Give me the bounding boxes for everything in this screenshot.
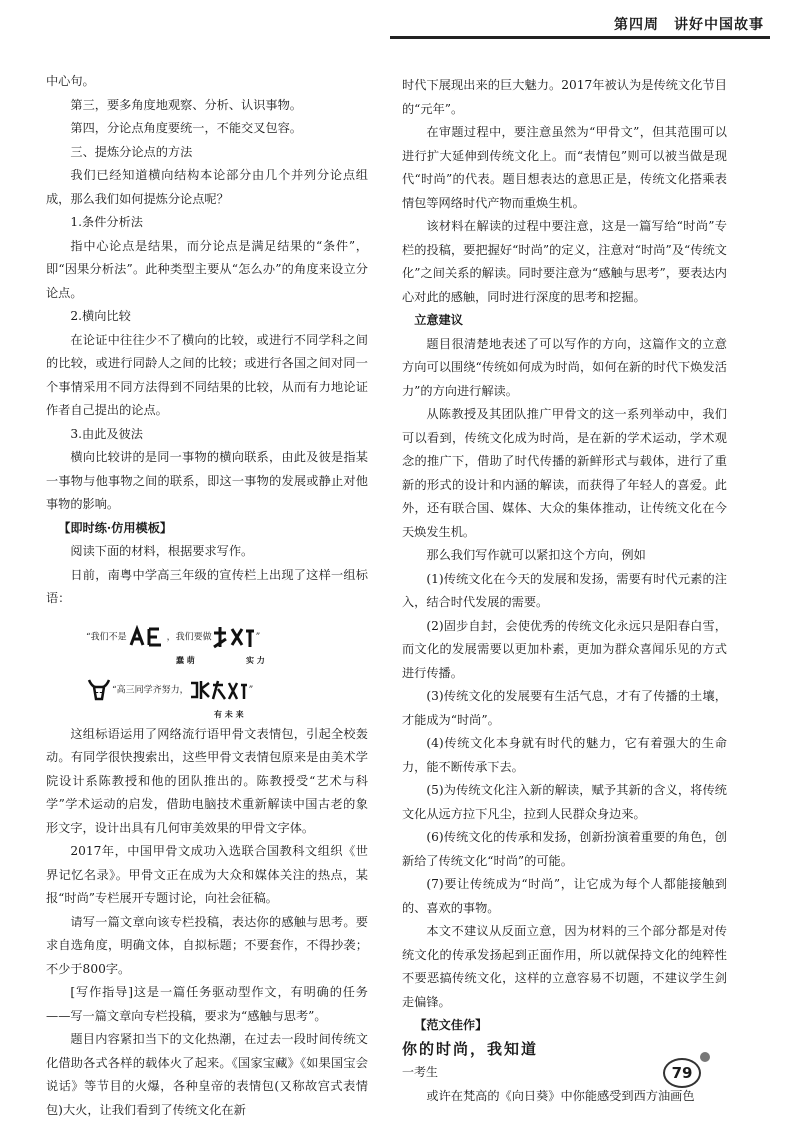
page-number-dot — [700, 1052, 710, 1062]
paragraph: [写作指导]这是一篇任务驱动型作文，有明确的任务——写一篇文章向专栏投稿，要求为“感触与思考”。 — [46, 985, 368, 1023]
paragraph: (5)为传统文化注入新的解读，赋予其新的含义，将传统文化从远方拉下凡尘，拉到人民群众身边来。 — [402, 783, 727, 821]
paragraph: 请写一篇文章向该专栏投稿，表达你的感触与思考。要求自选角度，明确文体，自拟标题；不要套作，不得抄袭；不少于800字。 — [46, 914, 368, 976]
slogan-signature: 有 未 来 — [214, 708, 244, 719]
paragraph: 中心句。 — [46, 74, 95, 88]
section-label: 【范文佳作】 — [414, 1018, 488, 1032]
slogan-signature: 实 力 — [246, 654, 265, 665]
paragraph: 横向比较讲的是同一事物的横向联系，由此及彼是指某一事物与他事物之间的联系，即这一事物的发展或静止对他事物的影响。 — [46, 450, 368, 511]
paragraph: 第四，分论点角度要统一，不能交叉包容。 — [70, 121, 302, 135]
paragraph: 3.由此及彼法 — [70, 426, 143, 441]
paragraph: 阅读下面的材料，根据要求写作。 — [70, 544, 254, 558]
paragraph: 那么我们写作就可以紧扣这个方向，例如 — [426, 548, 646, 562]
oracle-glyph-icon — [189, 679, 249, 701]
oracle-glyph-icon — [212, 625, 256, 649]
paragraph: (3)传统文化的发展要有生活气息，才有了传播的土壤，才能成为“时尚”。 — [402, 689, 727, 727]
slogan-text: ，我们要做 — [166, 632, 212, 642]
page-number: 79 — [663, 1058, 701, 1088]
header-rule — [390, 36, 770, 39]
ox-glyph-icon — [86, 677, 112, 703]
slogan-text: ” — [248, 685, 254, 695]
paragraph: (2)固步自封，会使优秀的传统文化永远只是阳春白雪，而文化的发展需要以更加朴素，更加为群众喜闻乐见的方式进行传播。 — [402, 618, 727, 680]
slogan-line-2 — [86, 677, 253, 703]
paragraph: 三、提炼分论点的方法 — [70, 144, 193, 159]
slogan-text: “高三同学齐努力， — [112, 685, 189, 695]
paragraph: (4)传统文化本身就有时代的魅力，它有着强大的生命力，能不断传承下去。 — [402, 736, 727, 774]
paragraph: 时代下展现出来的巨大魅力。2017年被认为是传统文化节目的“元年”。 — [402, 78, 727, 116]
running-header-title: 第四周 讲好中国故事 — [614, 17, 764, 33]
paragraph: 在论证中往往少不了横向的比较，或进行不同学科之间的比较，或进行同龄人之间的比较；或进行各国之间对同一个事情采用不同方法得到不同结果的比较，从而有力地论证作者自己提出的论点。 — [46, 332, 368, 417]
paragraph: 我们已经知道横向结构本论部分由几个并列分论点组成，那么我们如何提炼分论点呢？ — [46, 168, 368, 206]
paragraph: 第三，要多角度地观察、分析、认识事物。 — [70, 97, 302, 112]
paragraph: 题目内容紧扣当下的文化热潮，在过去一段时间传统文化借助各式各样的载体火了起来。《国家宝藏》《如果国宝会说话》等节目的火爆，各种皇帝的表情包(又称故宫式表情包)大火，让我们看到了传统文化在新 — [46, 1032, 368, 1117]
paragraph: 2017年，中国甲骨文成功入选联合国教科文组织《世界记忆名录》。甲骨文正在成为大众和媒体关注的热点，某报“时尚”专栏展开专题讨论，向社会征稿。 — [46, 844, 368, 905]
right-column — [402, 74, 727, 1108]
left-column — [46, 70, 368, 1122]
slogan-line-1 — [86, 625, 260, 649]
paragraph: 这组标语运用了网络流行语甲骨文表情包，引起全校轰动。有同学很快搜索出，这些甲骨文表情包原来是由美术学院设计系陈教授和他的团队推出的。陈教授受“艺术与科学”学术运动的启发，借助电脑技术重新解读中国古老的象形文字，设计出具有几何审美效果的甲骨文字体。 — [46, 726, 368, 835]
slogan-figure — [46, 613, 368, 721]
paragraph: 或许在梵高的《向日葵》中你能感受到西方油画色 — [426, 1088, 695, 1103]
paragraph: 2.横向比较 — [70, 309, 131, 323]
slogan-text: “我们不是 — [86, 632, 127, 642]
paragraph: 本文不建议从反面立意，因为材料的三个部分都是对传统文化的传承发扬起到正面作用，所以就保持文化的纯粹性不要恶搞传统文化，这样的立意容易不切题，不建议学生剑走偏锋。 — [402, 924, 727, 1009]
paragraph: 题目很清楚地表述了可以写作的方向，这篇作文的立意方向可以围绕“传统如何成为时尚，如何在新的时代下焕发活力”的方向进行解读。 — [402, 336, 727, 398]
section-label: 立意建议 — [414, 313, 463, 327]
oracle-glyph-icon — [127, 625, 167, 649]
paragraph: (7)要让传统成为“时尚”，让它成为每个人都能接触到的、喜欢的事物。 — [402, 877, 727, 915]
paragraph: 日前，南粤中学高三年级的宣传栏上出现了这样一组标语： — [46, 567, 368, 605]
slogan-text: ” — [255, 632, 261, 642]
paragraph: 从陈教授及其团队推广甲骨文的这一系列举动中，我们可以看到，传统文化成为时尚，是在新的学术运动，学术观念的推广下，借助了时代传播的新鲜形式与载体，进行了重新的形式的设计和内涵的解读，而获得了年轻人的喜爱。此外，还有联合国、媒体、大众的集体推动，让传统文化在今天焕发生机。 — [402, 407, 727, 539]
essay-title: 你的时尚，我知道 — [402, 1039, 539, 1058]
paragraph: (6)传统文化的传承和发扬，创新扮演着重要的角色，创新给了传统文化“时尚”的可能。 — [402, 830, 727, 868]
paragraph: 指中心论点是结果，而分论点是满足结果的“条件”，即“因果分析法”。此种类型主要从“怎么办”的角度来设立分论点。 — [46, 238, 368, 300]
paragraph: 1.条件分析法 — [70, 215, 143, 229]
paragraph: (1)传统文化在今天的发展和发扬，需要有时代元素的注入，结合时代发展的需要。 — [402, 571, 727, 609]
section-label: 【即时练·仿用模板】 — [58, 520, 173, 535]
essay-author: 一考生 — [402, 1065, 439, 1079]
paragraph: 该材料在解读的过程中要注意，这是一篇写给“时尚”专栏的投稿，要把握好“时尚”的定义，注意对“时尚”及“传统文化”之间关系的解读。同时要注意为“感触与思考”，要表达内心对此的感触，同时进行深度的思考和挖掘。 — [402, 219, 727, 304]
paragraph: 在审题过程中，要注意虽然为“甲骨文”，但其范围可以进行扩大延伸到传统文化上。而“表情包”则可以被当做是现代“时尚”的代表。题目想表达的意思正是，传统文化搭乘表情包等网络时代产物而重焕生机。 — [402, 125, 727, 210]
slogan-signature: 蠢 萌 — [176, 654, 195, 665]
